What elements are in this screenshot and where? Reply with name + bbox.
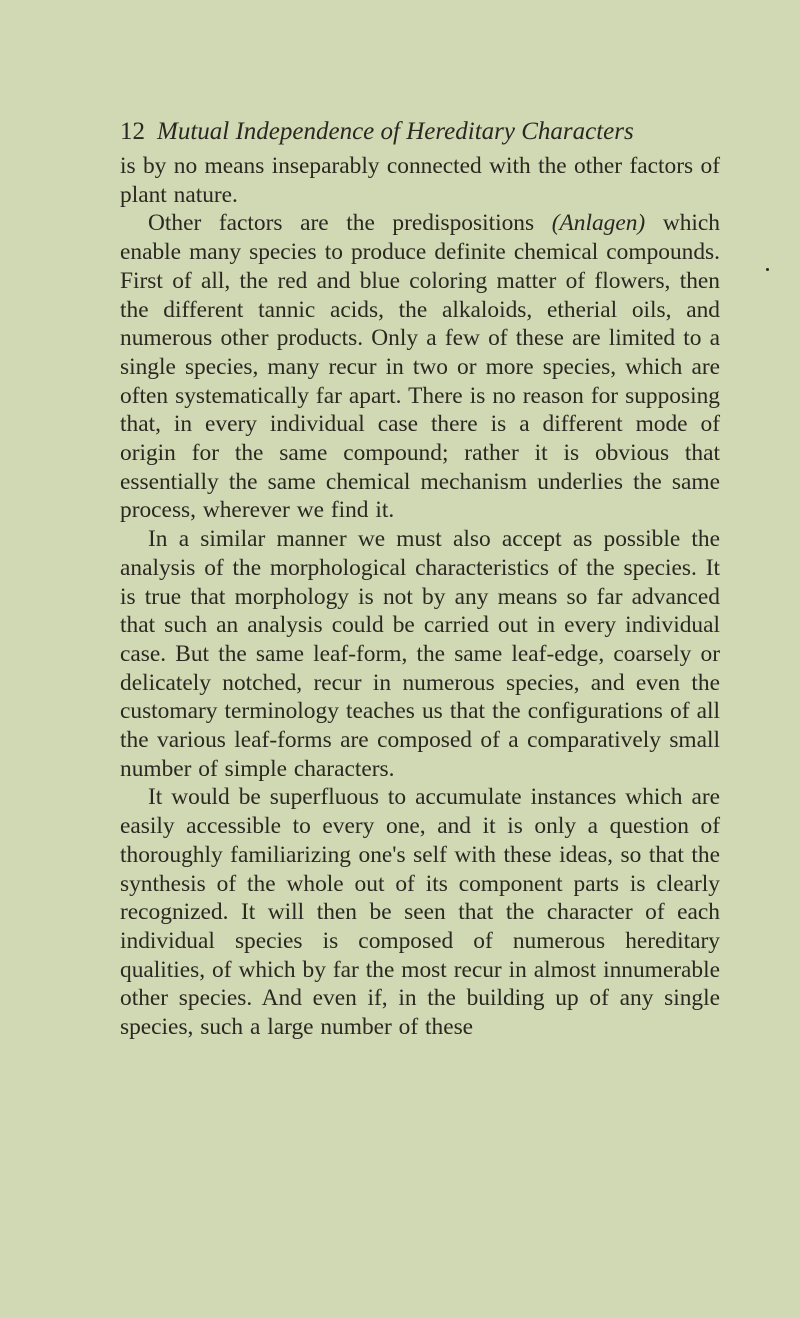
paragraph-chemical-compounds: Other factors are the predispositions (Anlagen) which enable many species to produce definite chemical compounds. First of all, the red and blue coloring matter of flowers, then the different tannic acids, the alkaloids, etherial oils, and numerous other products. Only a few of these are limited to a single species, many recur in two or more species, which are often systematically far apart. There is no reason for supposing that, in every individual case there is a different mode of origin for the same compound; rather it is obvious that essentially the same chemical mechanism underlies the same process, wherever we find it.: [120, 210, 720, 524]
page-number: 12: [120, 118, 145, 145]
paragraph-continued: is by no means inseparably connected with the other factors of plant nature.: [120, 153, 720, 208]
body-text: [120, 152, 720, 1042]
running-title: Mutual Independence of Hereditary Characters: [157, 118, 634, 145]
ink-speck: [766, 268, 769, 271]
paragraph-morphology: In a similar manner we must also accept as possible the analysis of the morphological characteristics of the species. It is true that morphology is not by any means so far advanced that such an analysis could be carried out in every individual case. But the same leaf-form, the same leaf-edge, coarsely or delicately notched, recur in numerous species, and even the customary terminology teaches us that the configurations of all the various leaf-forms are composed of a comparatively small number of simple characters.: [120, 526, 720, 782]
anlagen-term: (Anlagen): [551, 210, 646, 237]
running-head: [120, 117, 720, 147]
paragraph-synthesis: It would be superfluous to accumulate instances which are easily accessible to every one, and it is only a question of thoroughly familiarizing one's self with these ideas, so that the synthesis of the whole out of its component parts is clearly recognized. It will then be seen that the character of each individual species is composed of numerous hereditary qualities, of which by far the most recur in almost innumerable other species. And even if, in the building up of any single species, such a large number of these: [120, 784, 720, 1041]
